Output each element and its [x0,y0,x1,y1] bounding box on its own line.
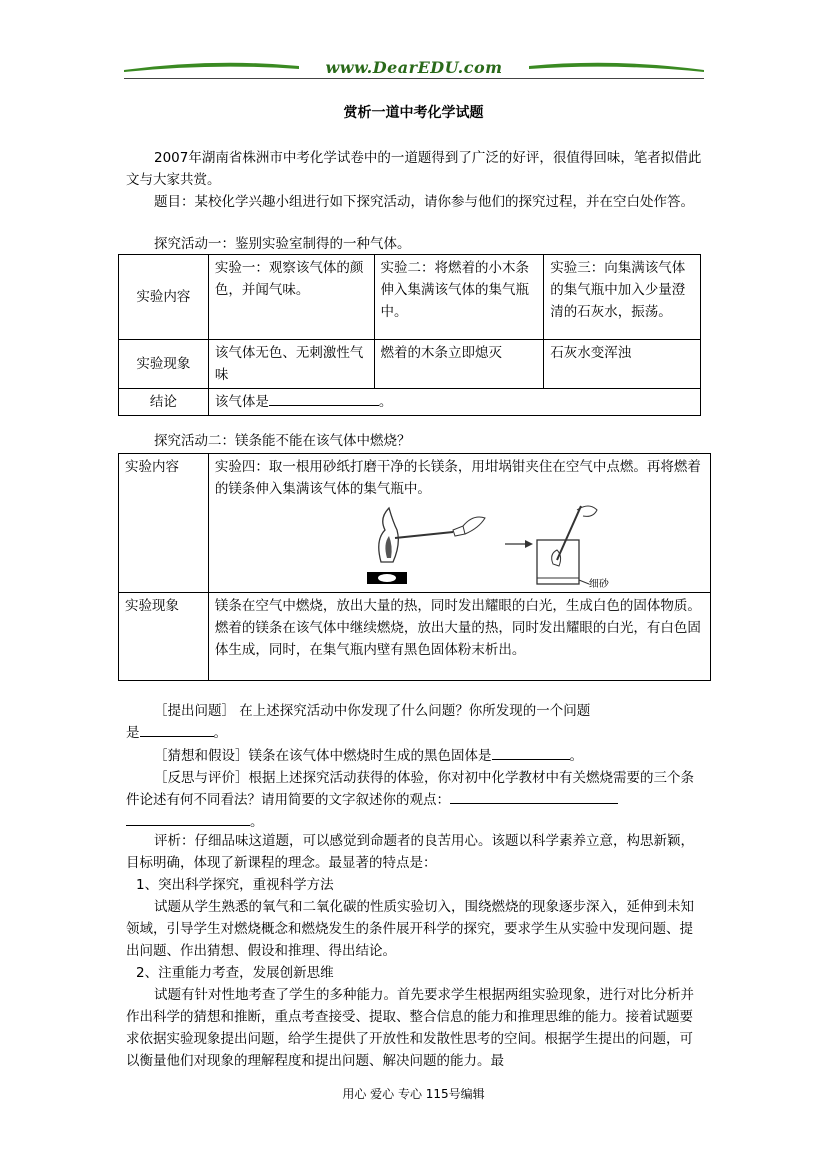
row-header: 实验内容 [119,255,209,340]
question-one [126,700,704,722]
header-rule [124,78,704,79]
conclusion-suffix: 。 [378,394,393,410]
table-cell: 实验三：向集满该气体的集气瓶中加入少量澄清的石灰水，振荡。 [544,255,701,340]
table-cell: 该气体无色、无刺激性气味 [208,340,374,389]
row-header: 实验内容 [119,454,209,593]
answer-blank[interactable] [126,813,250,826]
section-heading-1: 1、突出科学探究，重视科学方法 [136,877,334,893]
answer-blank[interactable] [140,724,214,737]
row-header: 实验现象 [119,340,209,389]
observation-gas: 燃着的镁条在该气体中继续燃烧，放出大量的热，同时发出耀眼的白光，有白色固体生成，同时，在集气瓶内壁有黑色固体粉末析出。 [214,620,701,658]
section-body-1: 试题从学生熟悉的氧气和二氧化碳的性质实验切入，围绕燃烧的现象逐步深入，延伸到未知领域，引导学生对燃烧概念和燃烧发生的条件展开科学的探究，要求学生从实验中发现问题、提出问题、作出猜想、假设和推理、得出结论。 [126,899,694,959]
experiment-cell [208,454,710,593]
sand-label: 细砂 [588,579,609,590]
burning-magnesium-icon [345,500,605,590]
answer-blank[interactable] [450,791,618,804]
activity-two-table [118,453,711,681]
observation-cell [208,593,710,681]
answer-blank[interactable] [269,393,379,406]
question-three-text: ［反思与评价］根据上述探究活动获得的体验，你对初中化学教材中有关燃烧需要的三个条件论述有何不同看法？请用简要的文字叙述你的观点： [126,770,694,808]
question-intro: 题目：某校化学兴趣小组进行如下探究活动，请你参与他们的探究过程，并在空白处作答。 [154,194,694,210]
table-cell: 燃着的木条立即熄灭 [374,340,544,389]
page-title: 赏析一道中考化学试题 [343,105,484,121]
question-three-end: 。 [250,814,264,830]
answer-blank[interactable] [492,747,570,760]
section-heading-2: 2、注重能力考查，发展创新思维 [136,965,334,981]
table-cell: 石灰水变浑浊 [544,340,701,389]
table-cell: 实验一：观察该气体的颜色，并闻气味。 [208,255,374,340]
question-one-text: ［提出问题］ 在上述探究活动中你发现了什么问题？你所发现的一个问题 [154,703,591,719]
analysis-paragraph: 评析：仔细品味这道题，可以感觉到命题者的良苦用心。该题以科学素养立意，构思新颖，目标明确，体现了新课程的理念。最显著的特点是： [126,833,694,871]
activity-one-table [118,254,701,416]
question-one-tail [126,722,704,744]
row-header: 结论 [119,389,209,416]
question-one-prefix: 是 [126,725,140,741]
observation-air: 镁条在空气中燃烧，放出大量的热，同时发出耀眼的白光，生成白色的固体物质。 [214,598,701,614]
conclusion-prefix: 该气体是 [214,394,269,410]
activity-one-label: 探究活动一：鉴别实验室制得的一种气体。 [154,236,411,252]
question-two-text: ［猜想和假设］镁条在该气体中燃烧时生成的黑色固体是 [154,748,492,764]
activity-two-label: 探究活动二：镁条能不能在该气体中燃烧？ [154,433,411,449]
site-name[interactable]: www.DearEDU.com [325,58,503,77]
section-body-2: 试题有针对性地考查了学生的多种能力。首先要求学生根据两组实验现象，进行对比分析并作出科学的猜想和推断，重点考查接受、提取、整合信息的能力和推理思维的能力。接着试题要求依据实验现象提出问题，给学生提供了开放性和发散性思考的空间。根据学生提出的问题，可以衡量他们对现象的理解程度和提出问题、解决问题的能力。最 [126,987,694,1069]
experiment-text: 实验四：取一根用砂纸打磨干净的长镁条，用坩埚钳夹住在空气中点燃。再将燃着的镁条伸入集满该气体的集气瓶中。 [214,459,701,497]
intro-paragraph: 2007年湖南省株洲市中考化学试卷中的一道题得到了广泛的好评，很值得回味，笔者拟借此文与大家共赏。 [126,150,702,188]
question-one-end: 。 [213,725,227,741]
page-footer: 用心 爱心 专心 115号编辑 [342,1087,485,1101]
question-three [126,767,704,811]
question-two-end: 。 [569,748,583,764]
question-two [126,745,704,767]
row-header: 实验现象 [119,593,209,681]
table-cell: 实验二：将燃着的小木条伸入集满该气体的集气瓶中。 [374,255,544,340]
conclusion-cell [208,389,700,416]
experiment-illustration [215,500,704,590]
